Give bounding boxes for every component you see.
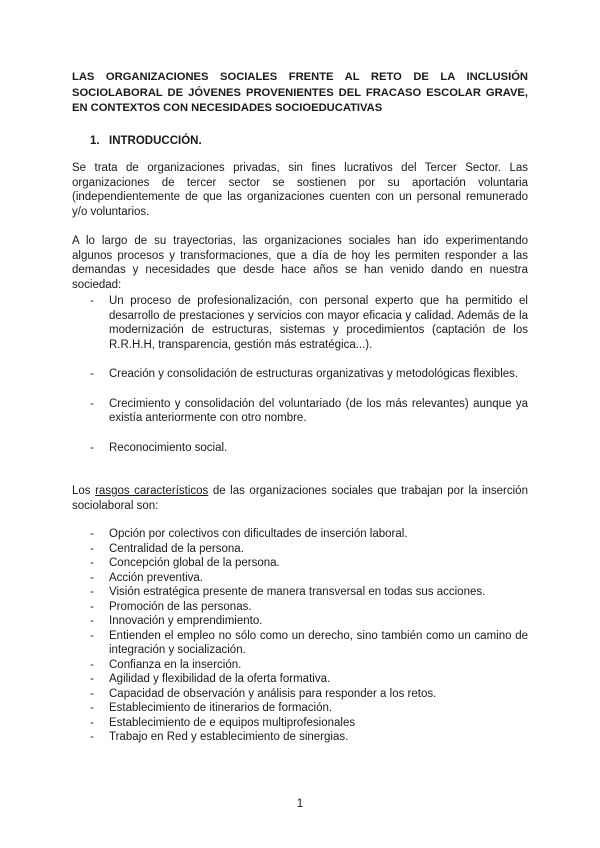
features-intro-start: Los: [72, 485, 96, 497]
list-item: - Acción preventiva.: [72, 571, 528, 586]
paragraph-trajectory: A lo largo de su trayectorias, las organizaciones sociales han ido experimentando algunos procesos y transformaciones, que a día de hoy les permiten responder a las demandas y necesidades que desde hace años se han venido dando en nuestra sociedad:: [72, 235, 528, 291]
features-list: [72, 527, 528, 745]
list-item: - Agilidad y flexibilidad de la oferta formativa.: [72, 672, 528, 687]
list-item: - Entienden el empleo no sólo como un derecho, sino también como un camino de integración y socialización.: [72, 629, 528, 658]
list-item: - Capacidad de observación y análisis para responder a los retos.: [72, 687, 528, 702]
list-item: - Innovación y emprendimiento.: [72, 614, 528, 629]
list-item: - Crecimiento y consolidación del voluntariado (de los más relevantes) aunque ya existía anteriormente con otro nombre.: [72, 397, 528, 426]
paragraph-features-intro: [72, 484, 528, 513]
section-heading: [90, 134, 546, 149]
section-title: INTRODUCCIÓN.: [109, 135, 202, 147]
document-title: LAS ORGANIZACIONES SOCIALES FRENTE AL RETO DE LA INCLUSIÓN SOCIOLABORAL DE JÓVENES PROVENIENTES DEL FRACASO ESCOLAR GRAVE, EN CONTEXTOS CON NECESIDADES SOCIOEDUCATIVAS: [72, 71, 528, 114]
features-intro-end: de las organizaciones sociales que trabajan por la inserción sociolaboral son:: [72, 485, 528, 512]
list-item: - Un proceso de profesionalización, con personal experto que ha permitido el desarrollo de prestaciones y servicios con mayor eficacia y calidad. Además de la modernización de estructuras, sistemas y procedimientos (captación de los R.R.H.H, transparencia, gestión más estratégica...).: [72, 294, 528, 352]
list-item: - Establecimiento de e equipos multiprofesionales: [72, 716, 528, 731]
paragraph-definition: Se trata de organizaciones privadas, sin fines lucrativos del Tercer Sector. Las organizaciones de tercer sector se sostienen por su aportación voluntaria (independientemente de que las organizaciones cuenten con un personal remunerado y/o voluntarios.: [72, 162, 528, 218]
list-item: - Centralidad de la persona.: [72, 542, 528, 557]
list-item: - Confianza en la inserción.: [72, 658, 528, 673]
list-item: - Reconocimiento social.: [72, 441, 528, 456]
page-number: 1: [296, 798, 304, 810]
features-intro-underlined: rasgos característicos: [95, 485, 209, 497]
list-item: - Concepción global de la persona.: [72, 556, 528, 571]
list-item: - Promoción de las personas.: [72, 600, 528, 615]
list-item: - Establecimiento de itinerarios de formación.: [72, 701, 528, 716]
list-item: - Trabajo en Red y establecimiento de sinergias.: [72, 730, 528, 745]
list-item: - Opción por colectivos con dificultades de inserción laboral.: [72, 527, 528, 542]
list-item: - Visión estratégica presente de manera transversal en todas sus acciones.: [72, 585, 528, 600]
transformations-list: [72, 294, 528, 470]
list-item: - Creación y consolidación de estructuras organizativas y metodológicas flexibles.: [72, 367, 528, 382]
section-number: 1.: [90, 135, 100, 147]
